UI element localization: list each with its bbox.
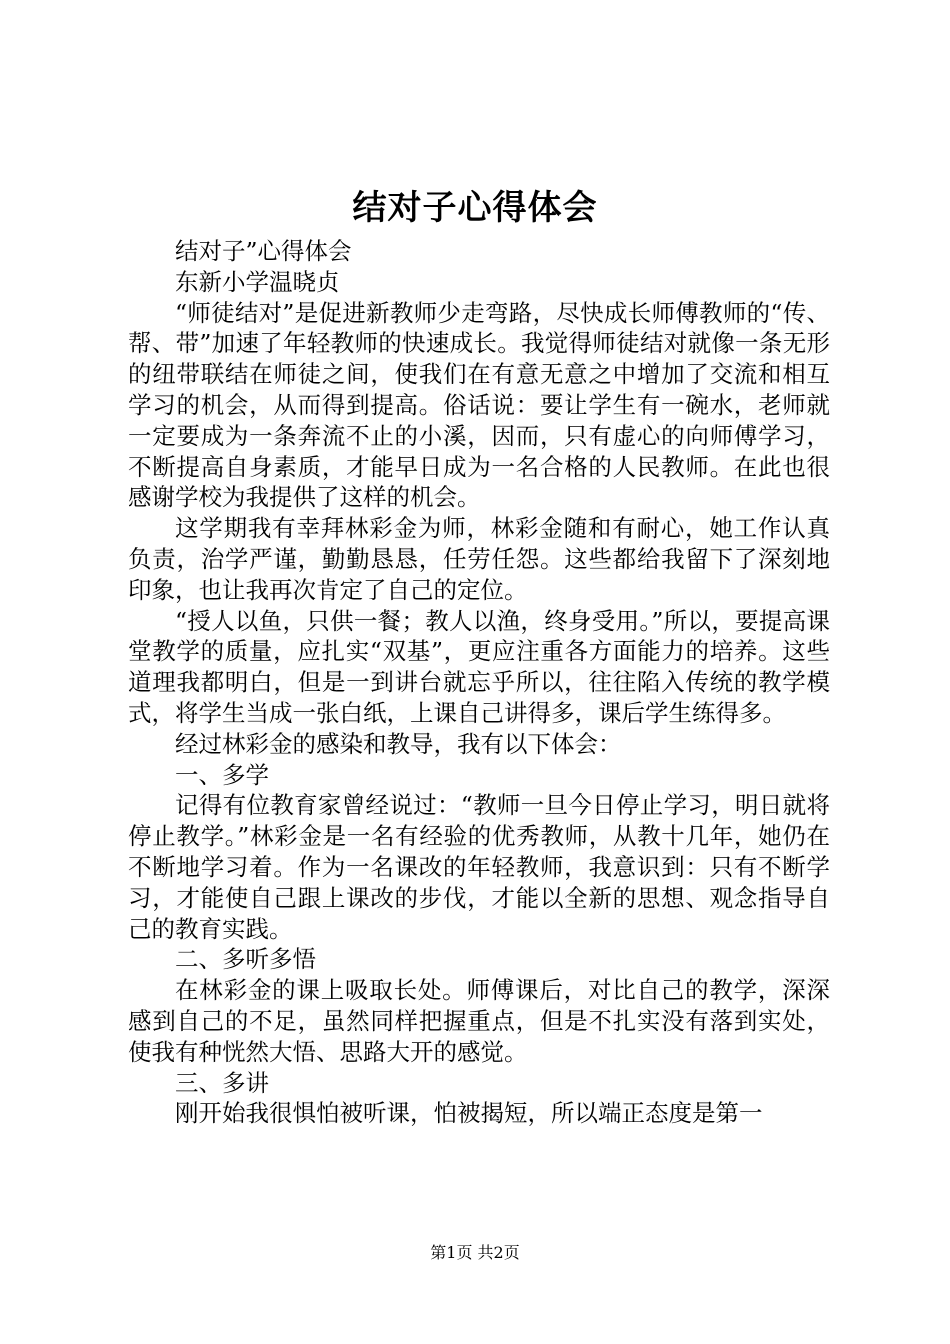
paragraph: 经过林彩金的感染和教导，我有以下体会：: [175, 729, 622, 758]
paragraph: 记得有位教育家曾经说过：“教师一旦今日停止学习，明日就将停止教学。”林彩金是一名有经验的优秀教师，从教十几年，她仍在不断地学习着。作为一名课改的年轻教师，我意识到：只有不断学习，才能使自己跟上课改的步伐，才能以全新的思想、观念指导自己的教育实践。: [128, 791, 830, 943]
section-heading: 二、多听多悟: [175, 945, 316, 974]
paragraph: 刚开始我很惧怕被听课，怕被揭短，所以端正态度是第一: [175, 1099, 763, 1128]
page-footer: 第1页 共2页: [430, 1243, 520, 1262]
section-heading: 一、多学: [175, 760, 269, 789]
paragraph: “授人以鱼，只供一餐；教人以渔，终身受用。”所以，要提高课堂教学的质量，应扎实“双基”，更应注重各方面能力的培养。这些道理我都明白，但是一到讲台就忘乎所以，往往陷入传统的教学模式，将学生当成一张白纸，上课自己讲得多，课后学生练得多。: [128, 606, 830, 727]
document-body: [128, 236, 830, 1129]
document-title: 结对子心得体会: [352, 188, 598, 228]
paragraph: 这学期我有幸拜林彩金为师，林彩金随和有耐心，她工作认真负责，治学严谨，勤勤恳恳，任劳任怨。这些都给我留下了深刻地印象，也让我再次肯定了自己的定位。: [128, 514, 830, 604]
paragraph-author: 东新小学温晓贞: [175, 267, 340, 296]
paragraph: 在林彩金的课上吸取长处。师傅课后，对比自己的教学，深深感到自己的不足，虽然同样把握重点，但是不扎实没有落到实处，使我有种恍然大悟、思路大开的感觉。: [128, 976, 830, 1066]
paragraph: “师徒结对”是促进新教师少走弯路，尽快成长师傅教师的“传、帮、带”加速了年轻教师的快速成长。我觉得师徒结对就像一条无形的纽带联结在师徒之间，使我们在有意无意之中增加了交流和相互学习的机会，从而得到提高。俗话说：要让学生有一碗水，老师就一定要成为一条奔流不止的小溪，因而，只有虚心的向师傅学习，不断提高自身素质，才能早日成为一名合格的人民教师。在此也很感谢学校为我提供了这样的机会。: [128, 298, 830, 512]
section-heading: 三、多讲: [175, 1068, 269, 1097]
paragraph-subtitle: 结对子”心得体会: [175, 237, 352, 265]
